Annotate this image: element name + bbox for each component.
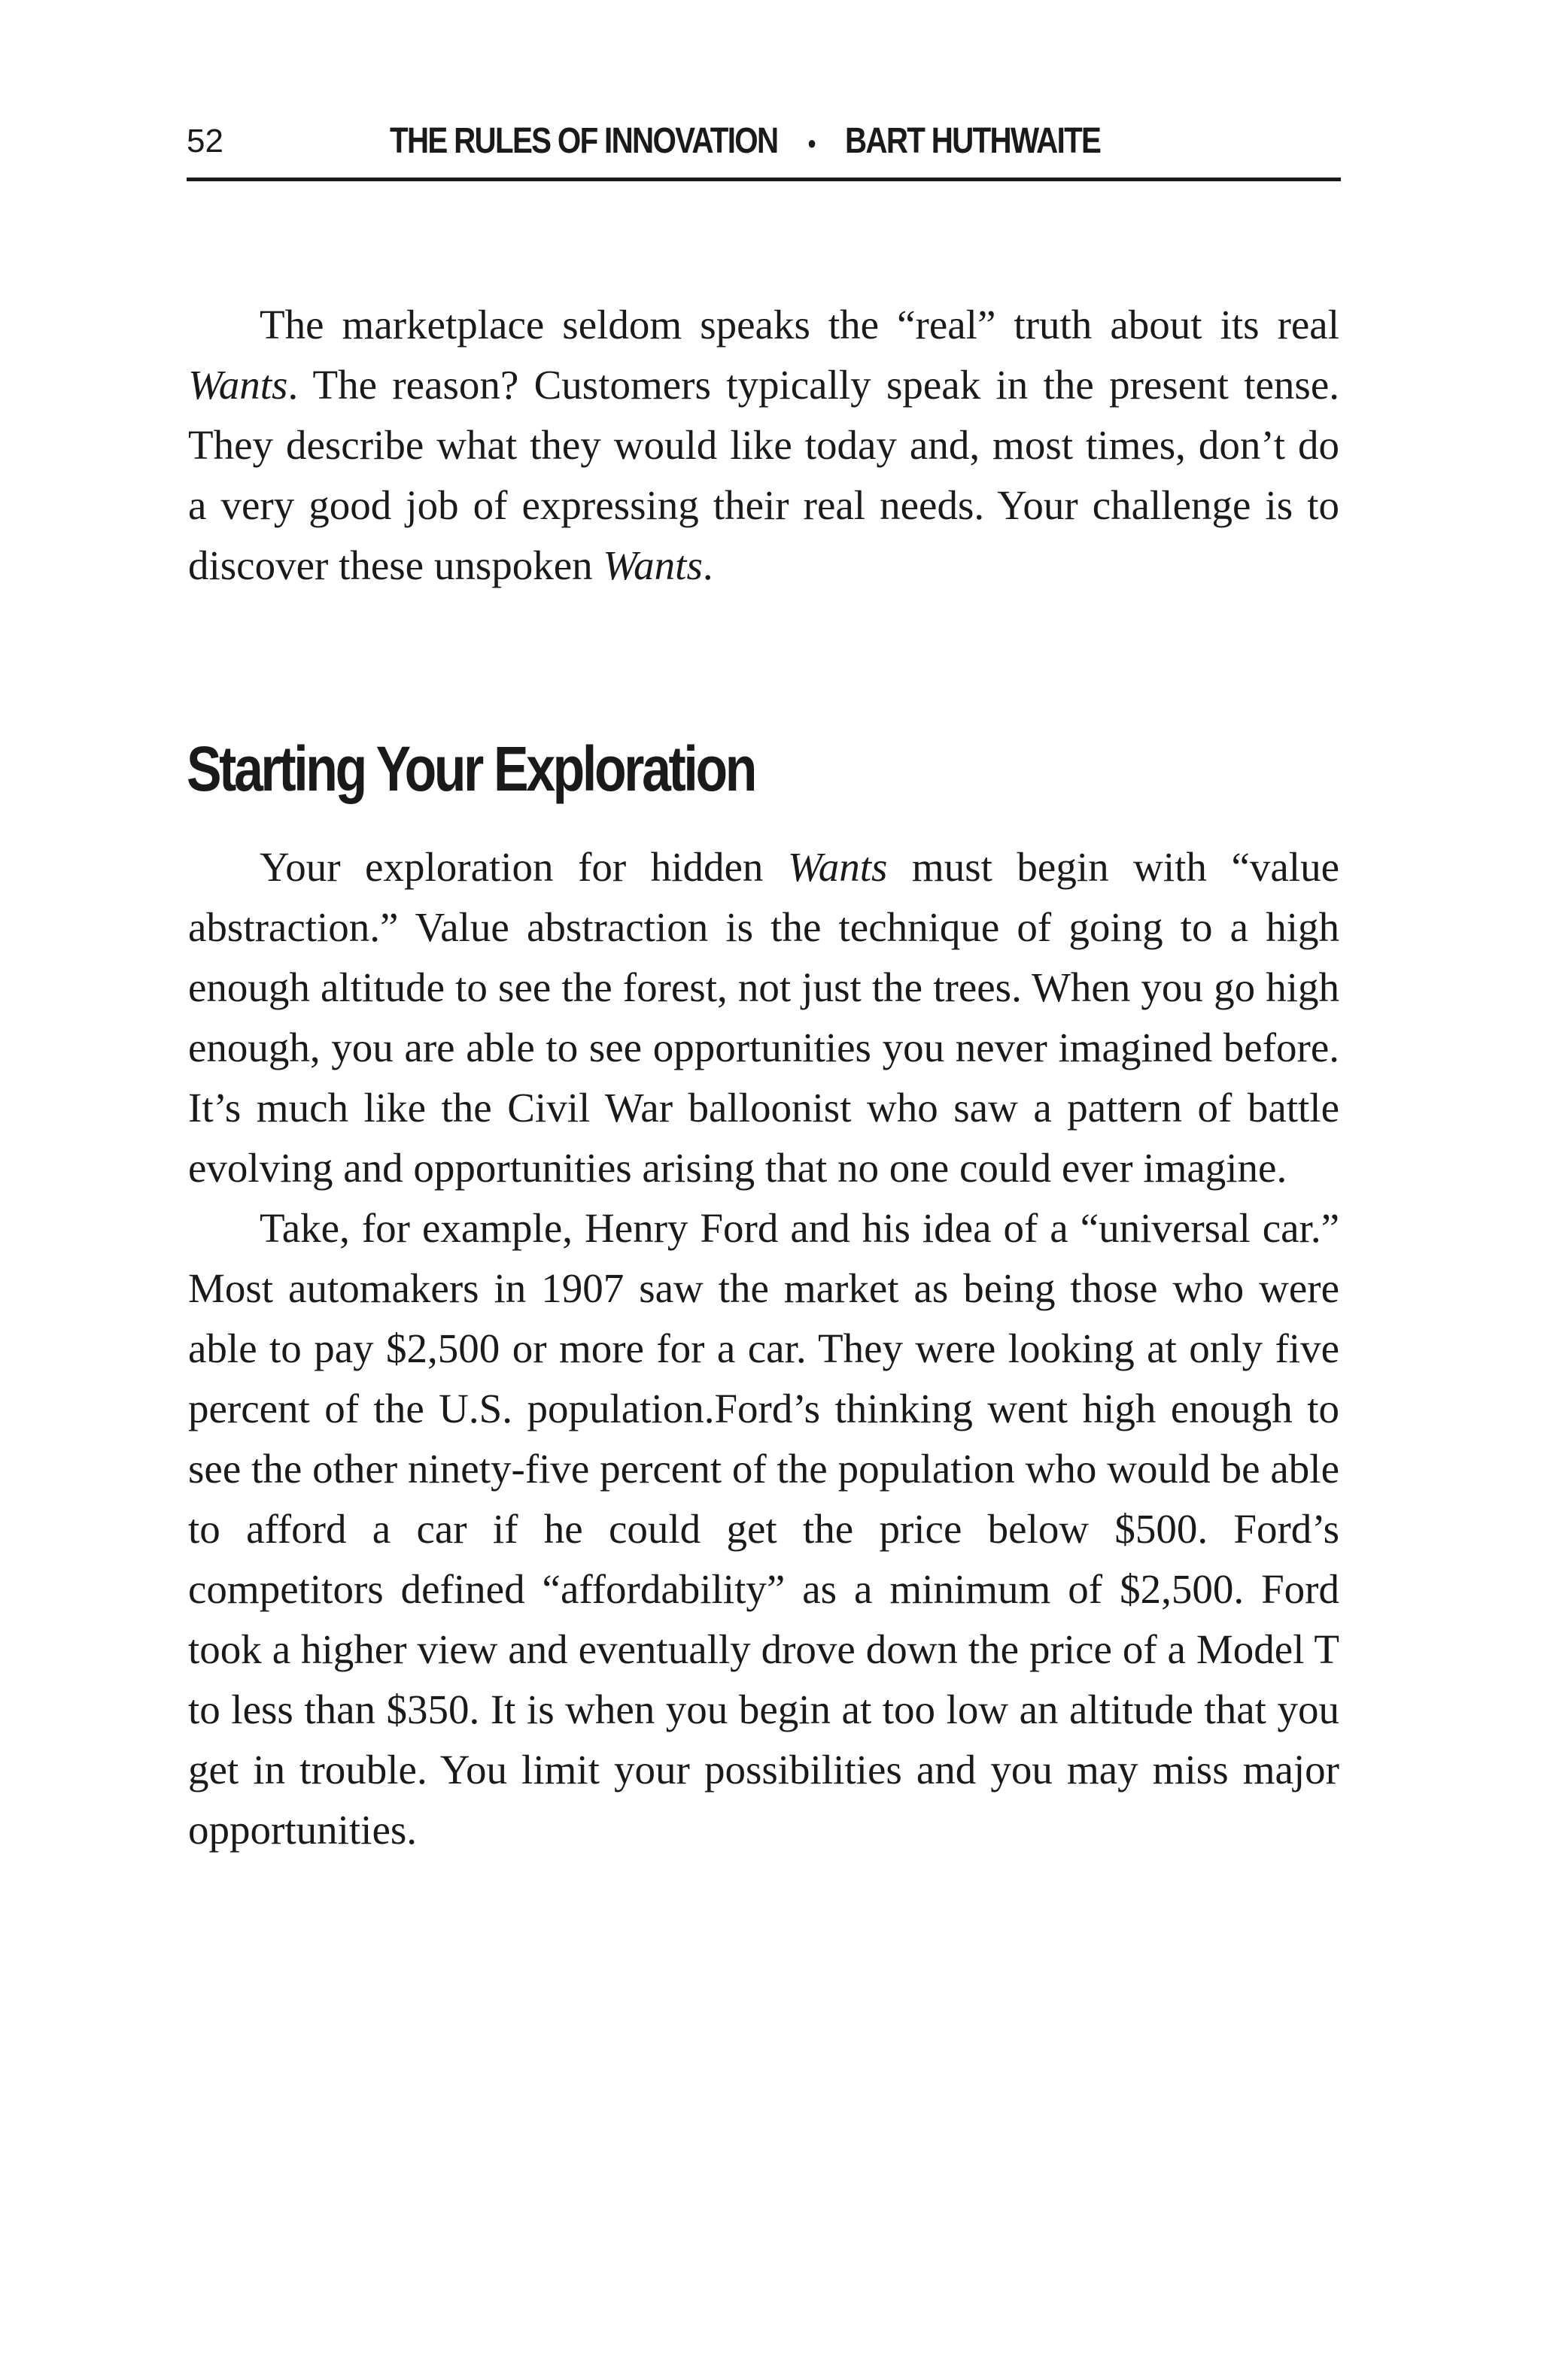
book-title: THE RULES OF INNOVATION	[390, 121, 778, 161]
section-p1-emphasis-wants: Wants	[787, 844, 888, 890]
section-p1-text-2: must begin with “value abstraction.” Value abstraction is the technique of going to a high enough altitude to see the forest, not just the trees. When you go high enough, you are able to see opportunities you never imagined before. It’s much like the Civil War balloonist who saw a pattern of battle evolving and opportunities arising that no one could ever imagine.	[188, 844, 1339, 1191]
intro-emphasis-wants-1: Wants	[188, 362, 288, 408]
section-p1-text-1: Your exploration for hidden	[260, 844, 788, 890]
intro-text-3: .	[702, 542, 713, 588]
intro-text-2: . The reason? Customers typically speak in the present tense. They describe what they would like today and, most times, don’t do a very good job of expressing their real needs. Your challenge is to discover these unspoken	[188, 362, 1339, 588]
intro-paragraph	[188, 295, 1339, 596]
intro-text	[188, 295, 1339, 596]
section-heading: Starting Your Exploration	[187, 733, 755, 804]
section-paragraph-2: Take, for example, Henry Ford and his idea of a “universal car.” Most automakers in 1907 saw the market as being those who were able to pay $2,500 or more for a car. They were looking at only five percent of the U.S. population.Ford’s thinking went high enough to see the other ninety-five percent of the population who would be able to afford a car if he could get the price below $500. Ford’s competitors defined “affordability” as a minimum of $2,500. Ford took a higher view and eventually drove down the price of a Model T to less than $350. It is when you begin at too low an altitude that you get in trouble. You limit your possibilities and you may miss major opportunities.	[188, 1205, 1339, 1853]
page-number: 52	[187, 123, 223, 159]
running-head	[187, 116, 1341, 181]
author-name: BART HUTHWAITE	[844, 121, 1101, 161]
intro-emphasis-wants-2: Wants	[603, 542, 703, 588]
running-title	[390, 119, 1100, 166]
section-body	[188, 837, 1339, 1860]
section-paragraph-1	[188, 837, 1339, 1198]
running-head-separator: •	[807, 128, 815, 159]
intro-text-1: The marketplace seldom speaks the “real” truth about its real	[260, 302, 1339, 348]
